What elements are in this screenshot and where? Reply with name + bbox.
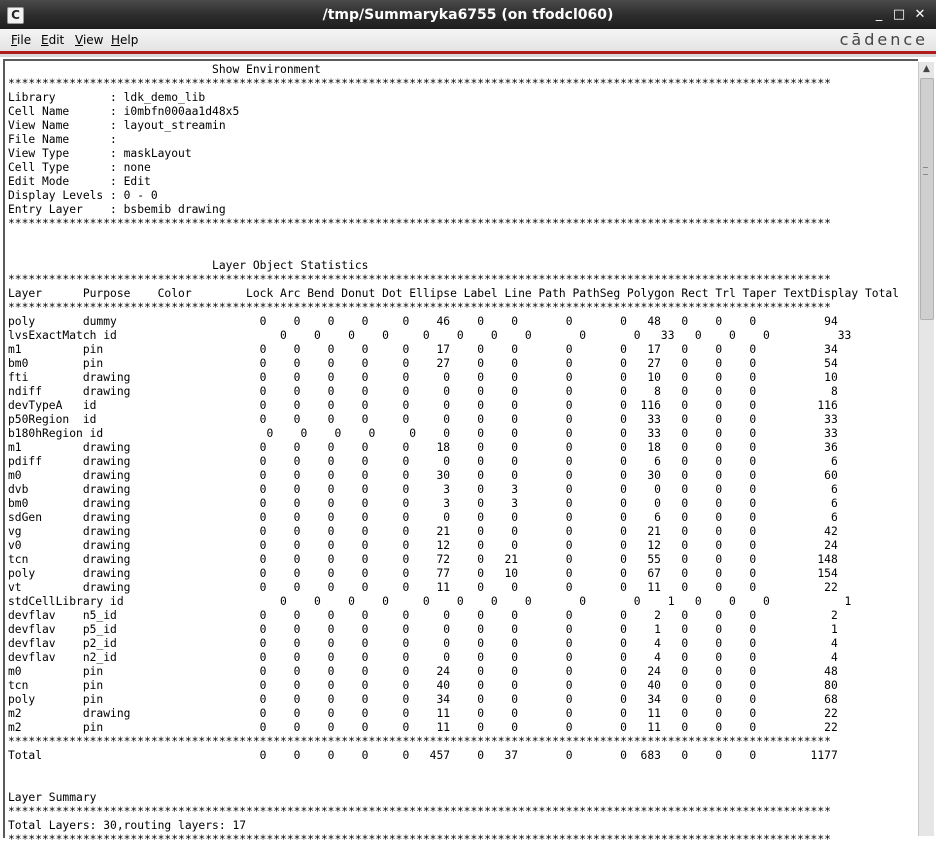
menu-bar: [0, 29, 936, 51]
report-line: tcn drawing 0 0 0 0 0 72 0 21 0 0 55 0 0 0 148: [8, 553, 838, 566]
report-line: *************************************************************************************************************************: [8, 735, 831, 748]
report-line: Cell Name : i0mbfn000aa1d48x5: [8, 105, 240, 118]
title-bar[interactable]: [0, 0, 936, 30]
report-line: Total Layers: 30,routing layers: 17: [8, 819, 247, 832]
report-line: devflav p5_id 0 0 0 0 0 0 0 0 0 0 1 0 0 0 1: [8, 623, 838, 636]
report-line: lvsExactMatch id 0 0 0 0 0 0 0 0 0 0 33 0 0 0 33: [8, 329, 852, 342]
report-line: pdiff drawing 0 0 0 0 0 0 0 0 0 0 6 0 0 0 6: [8, 455, 838, 468]
report-line: ndiff drawing 0 0 0 0 0 0 0 0 0 0 8 0 0 0 8: [8, 385, 838, 398]
menu-file[interactable]: File: [11, 33, 32, 47]
scroll-up-arrow-icon[interactable]: ▲: [923, 64, 930, 74]
close-button[interactable]: ✕: [914, 7, 926, 22]
report-line: tcn pin 0 0 0 0 0 40 0 0 0 0 40 0 0 0 80: [8, 679, 838, 692]
minimize-button[interactable]: _: [875, 7, 883, 22]
scroll-thumb[interactable]: [920, 78, 934, 320]
scroll-grip-icon: [923, 167, 928, 175]
report-line: *************************************************************************************************************************: [8, 217, 831, 230]
report-line: m0 pin 0 0 0 0 0 24 0 0 0 0 24 0 0 0 48: [8, 665, 838, 678]
report-line: m2 drawing 0 0 0 0 0 11 0 0 0 0 11 0 0 0 22: [8, 707, 838, 720]
report-line: File Name :: [8, 133, 117, 146]
report-line: devflav p2_id 0 0 0 0 0 0 0 0 0 0 4 0 0 0 4: [8, 637, 838, 650]
summary-report: [8, 63, 899, 847]
report-line: m1 pin 0 0 0 0 0 17 0 0 0 0 17 0 0 0 34: [8, 343, 838, 356]
report-line: [8, 231, 899, 245]
report-line: sdGen drawing 0 0 0 0 0 0 0 0 0 0 6 0 0 0 6: [8, 511, 838, 524]
report-line: m1 drawing 0 0 0 0 0 18 0 0 0 0 18 0 0 0 36: [8, 441, 838, 454]
report-line: Layer Object Statistics: [8, 259, 369, 272]
report-line: p50Region id 0 0 0 0 0 0 0 0 0 0 33 0 0 0 33: [8, 413, 838, 426]
report-line: *************************************************************************************************************************: [8, 77, 831, 90]
report-line: Layer Summary: [8, 791, 97, 804]
report-line: m2 pin 0 0 0 0 0 11 0 0 0 0 11 0 0 0 22: [8, 721, 838, 734]
report-line: m0 drawing 0 0 0 0 0 30 0 0 0 0 30 0 0 0 60: [8, 469, 838, 482]
cadence-app-icon: C: [7, 7, 24, 24]
report-line: *************************************************************************************************************************: [8, 833, 831, 846]
report-line: View Type : maskLayout: [8, 147, 192, 160]
report-line: fti drawing 0 0 0 0 0 0 0 0 0 0 10 0 0 0 10: [8, 371, 838, 384]
report-line: devflav n2_id 0 0 0 0 0 0 0 0 0 0 4 0 0 0 4: [8, 651, 838, 664]
maximize-button[interactable]: □: [892, 7, 906, 22]
report-line: vg drawing 0 0 0 0 0 21 0 0 0 0 21 0 0 0 42: [8, 525, 838, 538]
report-line: Edit Mode : Edit: [8, 175, 151, 188]
report-line: Show Environment: [8, 63, 321, 76]
report-line: Display Levels : 0 - 0: [8, 189, 158, 202]
report-line: bm0 pin 0 0 0 0 0 27 0 0 0 0 27 0 0 0 54: [8, 357, 838, 370]
report-line: devTypeA id 0 0 0 0 0 0 0 0 0 0 116 0 0 0 116: [8, 399, 838, 412]
report-line: Layer Purpose Color Lock Arc Bend Donut Dot Ellipse Label Line Path PathSeg Polygon Rect Trl Taper TextDisplay Total: [8, 287, 899, 300]
menu-divider: [0, 54, 936, 57]
report-line: poly pin 0 0 0 0 0 34 0 0 0 0 34 0 0 0 68: [8, 693, 838, 706]
report-line: Cell Type : none: [8, 161, 151, 174]
cadence-logo: cādence: [839, 30, 928, 49]
report-line: Entry Layer : bsbemib drawing: [8, 203, 226, 216]
report-line: View Name : layout_streamin: [8, 119, 226, 132]
report-line: *************************************************************************************************************************: [8, 273, 831, 286]
report-line: [8, 763, 899, 777]
report-line: devflav n5_id 0 0 0 0 0 0 0 0 0 0 2 0 0 0 2: [8, 609, 838, 622]
report-line: Library : ldk_demo_lib: [8, 91, 206, 104]
window-title: /tmp/Summaryka6755 (on tfodcl060): [322, 7, 614, 23]
report-line: [8, 777, 899, 791]
report-line: vt drawing 0 0 0 0 0 11 0 0 0 0 11 0 0 0 22: [8, 581, 838, 594]
menu-view[interactable]: View: [75, 33, 104, 47]
report-line: [8, 245, 899, 259]
report-line: stdCellLibrary id 0 0 0 0 0 0 0 0 0 0 1 0 0 0 1: [8, 595, 852, 608]
menu-edit[interactable]: Edit: [41, 33, 65, 47]
vertical-scrollbar[interactable]: [918, 62, 934, 836]
report-line: poly dummy 0 0 0 0 0 46 0 0 0 0 48 0 0 0 94: [8, 315, 838, 328]
report-line: *************************************************************************************************************************: [8, 805, 831, 818]
report-line: Total 0 0 0 0 0 457 0 37 0 0 683 0 0 0 1177: [8, 749, 838, 762]
report-line: v0 drawing 0 0 0 0 0 12 0 0 0 0 12 0 0 0 24: [8, 539, 838, 552]
report-line: bm0 drawing 0 0 0 0 0 3 0 3 0 0 0 0 0 0 6: [8, 497, 838, 510]
report-line: *************************************************************************************************************************: [8, 301, 831, 314]
report-line: dvb drawing 0 0 0 0 0 3 0 3 0 0 0 0 0 0 6: [8, 483, 838, 496]
report-line: b180hRegion id 0 0 0 0 0 0 0 0 0 0 33 0 0 0 33: [8, 427, 838, 440]
report-line: poly drawing 0 0 0 0 0 77 0 10 0 0 67 0 0 0 154: [8, 567, 838, 580]
menu-help[interactable]: Help: [111, 33, 139, 47]
summary-text-area[interactable]: [3, 59, 918, 846]
